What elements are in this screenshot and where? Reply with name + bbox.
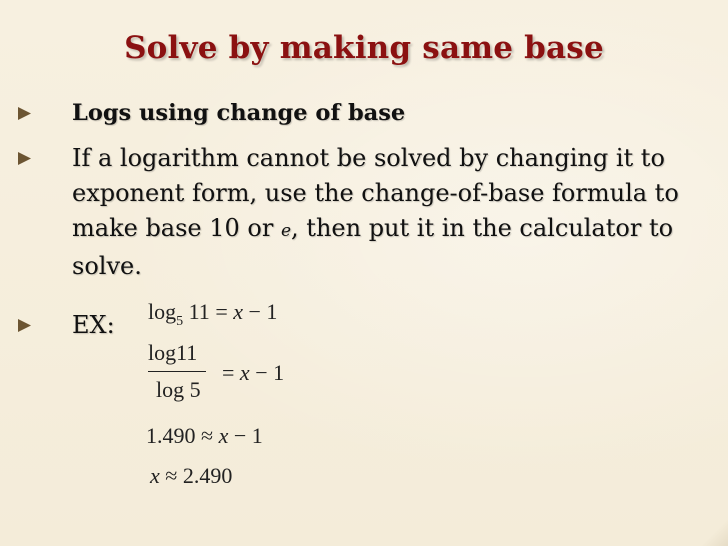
fraction-numerator: log11 [148,340,198,365]
bullet-item [12,96,702,131]
bullet-text: Logs using change of base [72,100,406,126]
approx-sign: ≈ [201,423,214,448]
variable-x: x [218,423,229,448]
equals-sign: = [215,299,228,324]
fraction-denominator: log 5 [156,377,201,402]
equation-line-1 [148,299,278,329]
log-base: 5 [176,314,184,329]
lhs-value: 1.490 [146,423,196,448]
variable-x: x [233,299,243,324]
bullet-text: EX: [72,311,115,339]
bullet-item [12,141,702,284]
slide-title: Solve by making same base [124,30,604,66]
bullet-triangle-icon [18,107,31,120]
variable-x: x [239,360,250,385]
bullet-text [72,141,702,284]
e-symbol: e [280,221,292,241]
log-argument: 11 [188,299,210,324]
bullet-text-part: If a logarithm cannot be solved by changing it to exponent form, use the change-of-base formula to make base 10 or [72,144,679,242]
log-text: log [148,299,177,324]
equation-line-4 [150,463,232,489]
approx-sign: ≈ [165,463,178,488]
equals-sign: = [222,360,235,385]
fraction-bar [148,371,206,372]
rhs-constant: − 1 [248,299,278,324]
page-corner-decoration [700,518,728,546]
rhs-constant: − 1 [233,423,263,448]
bullet-text-part: , then put it in the calculator to solve. [72,214,674,280]
equation-line-3 [146,423,263,449]
bullet-triangle-icon [18,152,31,165]
result-value: 2.490 [182,463,233,488]
variable-x: x [150,463,160,488]
bullet-item [12,308,702,343]
equation-line-2-rhs [222,360,284,386]
rhs-constant: − 1 [255,360,285,385]
bullet-triangle-icon [18,319,31,332]
